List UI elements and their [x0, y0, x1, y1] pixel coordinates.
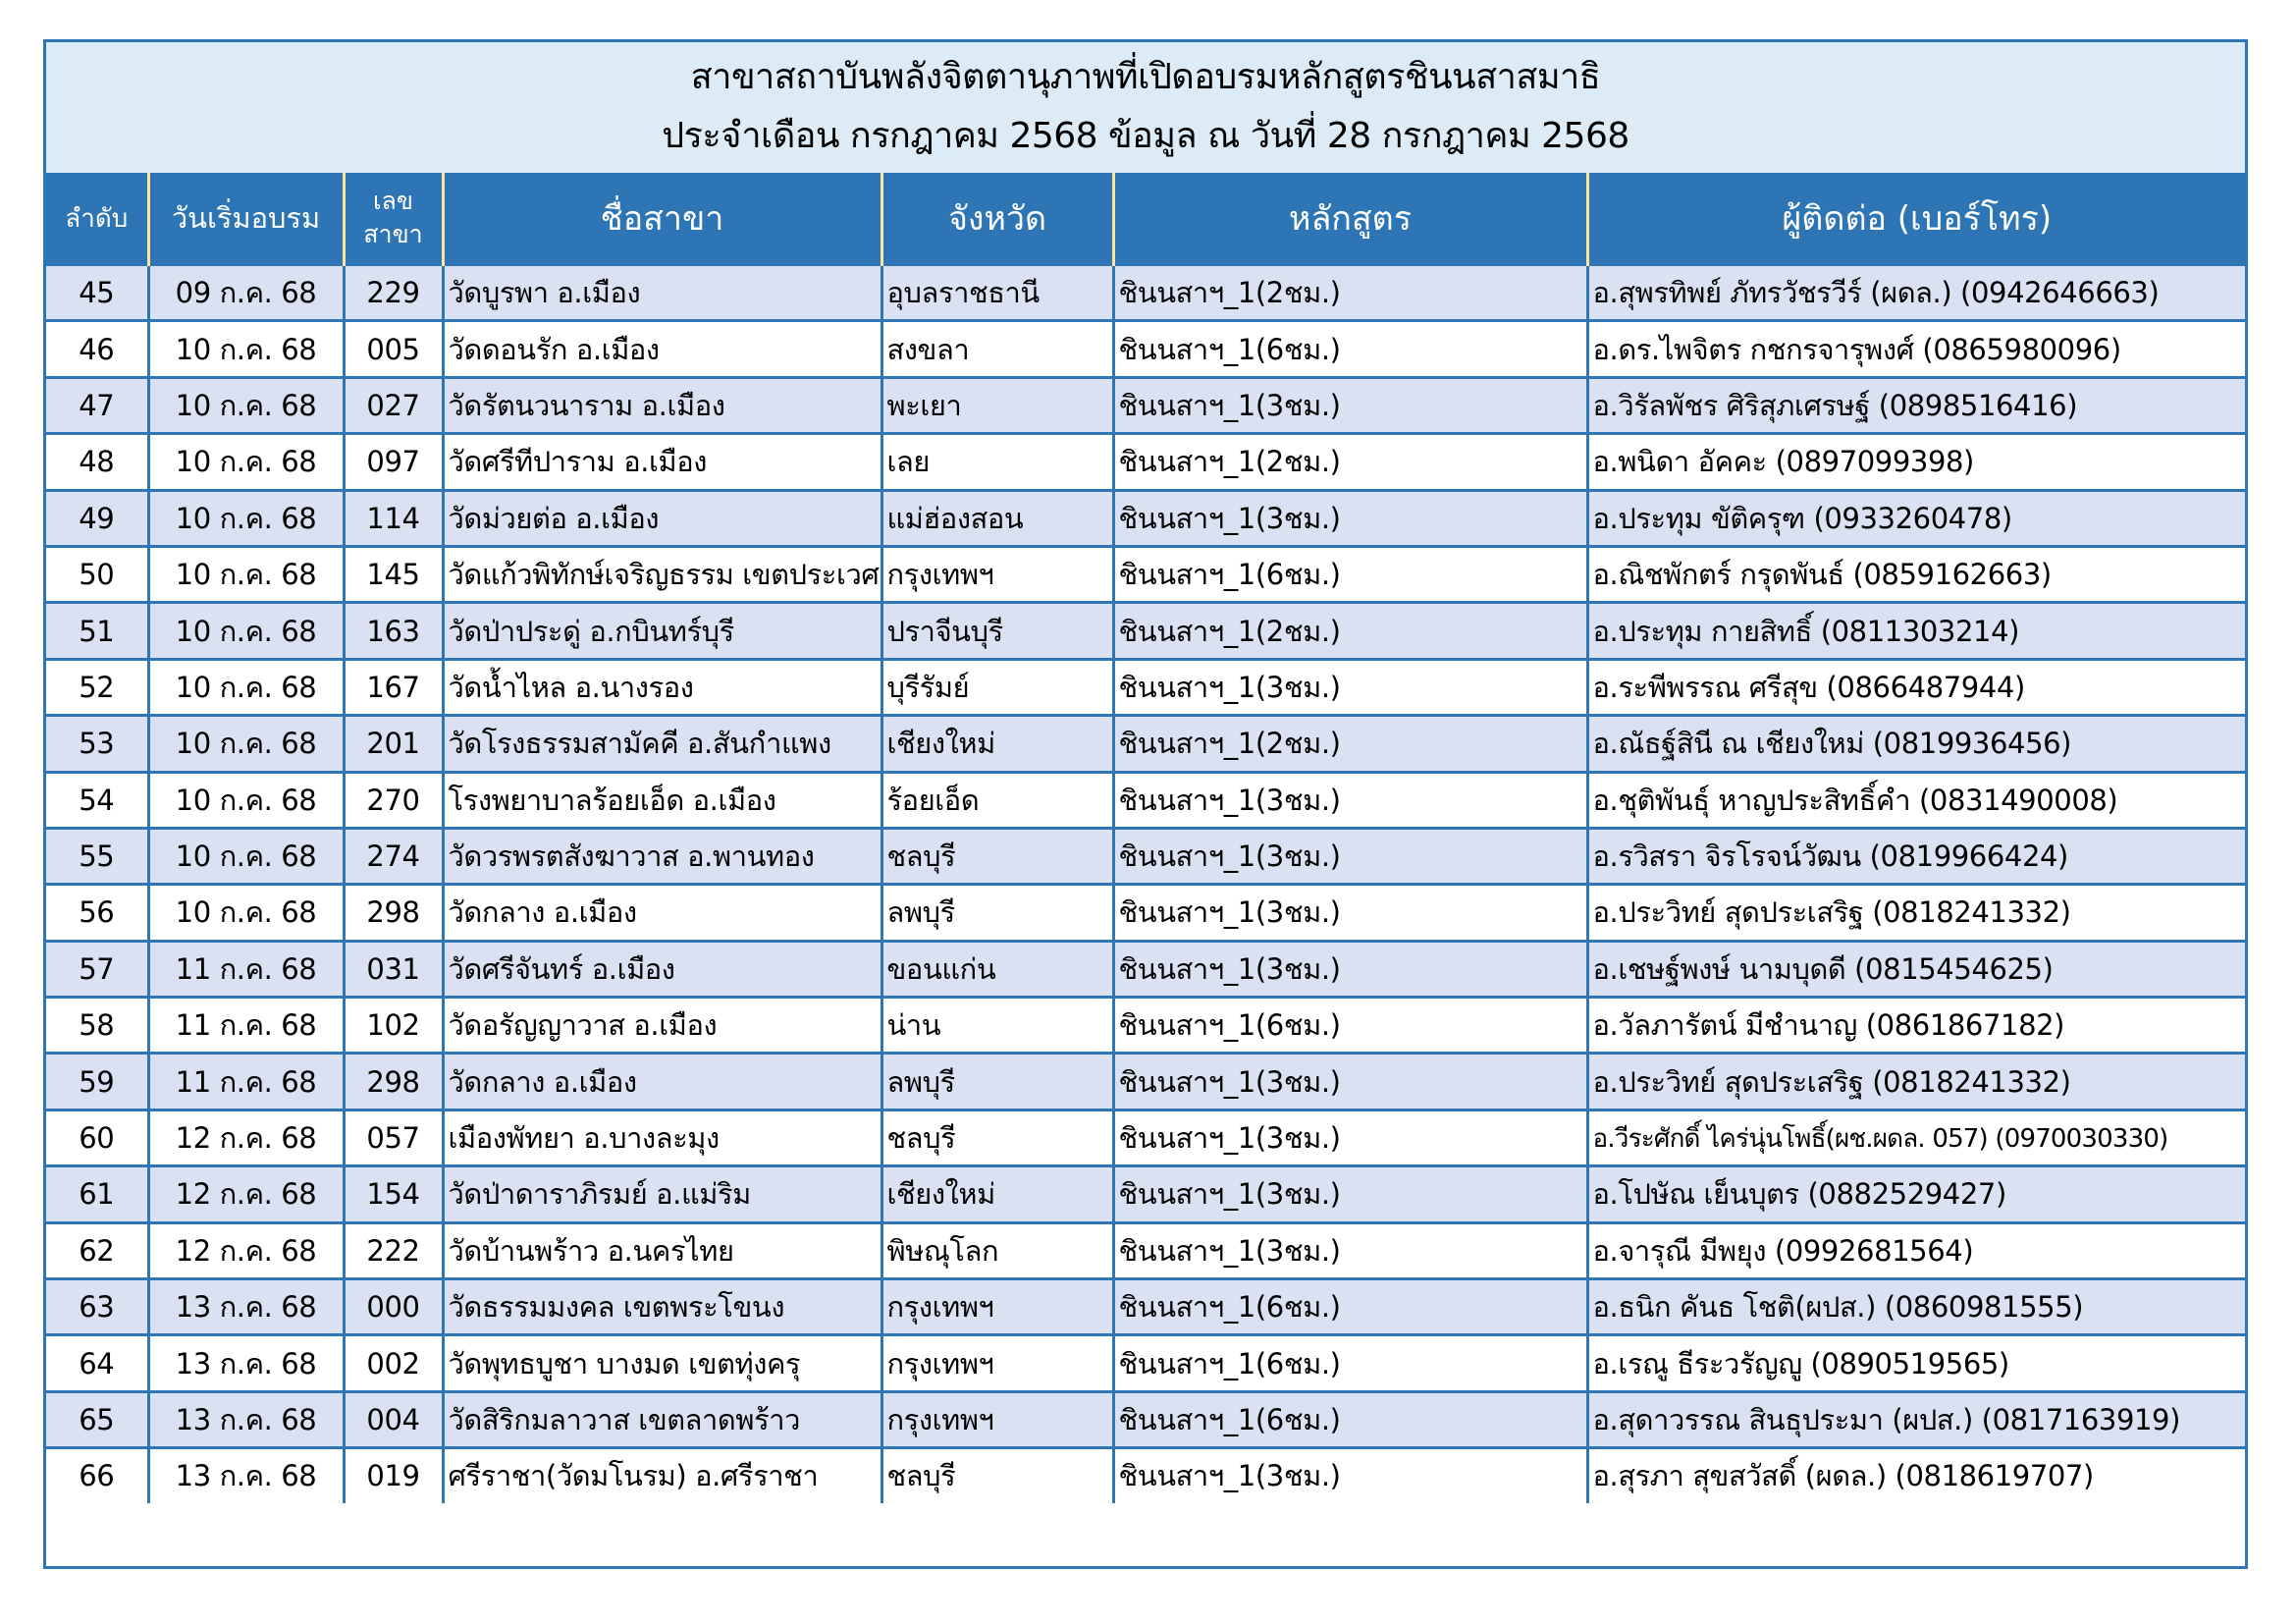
cell-contact: อ.ประทุม ขัติครุฑ (0933260478) [1587, 490, 2245, 546]
cell-branch-name: วัดน้ำไหล อ.นางรอง [443, 659, 881, 715]
cell-no: 51 [46, 603, 148, 659]
cell-course: ชินนสาฯ_1(6ชม.) [1113, 998, 1587, 1054]
cell-start-date: 11 ก.ค. 68 [148, 941, 344, 997]
table-row [46, 885, 2245, 941]
cell-province: อุบลราชธานี [881, 265, 1113, 321]
cell-no: 57 [46, 941, 148, 997]
cell-contact: อ.พนิดา อัคคะ (0897099398) [1587, 434, 2245, 490]
cell-branch-name: ศรีราชา(วัดมโนรม) อ.ศรีราชา [443, 1448, 881, 1503]
column-header-contact: ผู้ติดต่อ (เบอร์โทร) [1587, 173, 2245, 265]
cell-province: น่าน [881, 998, 1113, 1054]
cell-contact: อ.วัลภารัตน์ มีชำนาญ (0861867182) [1587, 998, 2245, 1054]
cell-start-date: 09 ก.ค. 68 [148, 265, 344, 321]
schedule-table [46, 173, 2245, 1503]
cell-branch-no: 002 [344, 1335, 443, 1391]
cell-branch-name: วัดดอนรัก อ.เมือง [443, 321, 881, 377]
cell-branch-no: 298 [344, 1054, 443, 1110]
cell-contact: อ.ประวิทย์ สุดประเสริฐ (0818241332) [1587, 885, 2245, 941]
cell-start-date: 13 ก.ค. 68 [148, 1279, 344, 1335]
cell-start-date: 10 ก.ค. 68 [148, 772, 344, 828]
cell-course: ชินนสาฯ_1(3ชม.) [1113, 490, 1587, 546]
cell-province: บุรีรัมย์ [881, 659, 1113, 715]
cell-start-date: 11 ก.ค. 68 [148, 998, 344, 1054]
cell-course: ชินนสาฯ_1(6ชม.) [1113, 546, 1587, 602]
cell-branch-no: 229 [344, 265, 443, 321]
cell-no: 56 [46, 885, 148, 941]
cell-course: ชินนสาฯ_1(3ชม.) [1113, 885, 1587, 941]
cell-branch-name: วัดศรีทีปาราม อ.เมือง [443, 434, 881, 490]
cell-province: ชลบุรี [881, 1110, 1113, 1165]
cell-branch-name: โรงพยาบาลร้อยเอ็ด อ.เมือง [443, 772, 881, 828]
table-row [46, 828, 2245, 884]
cell-no: 49 [46, 490, 148, 546]
table-row [46, 1279, 2245, 1335]
cell-course: ชินนสาฯ_1(2ชม.) [1113, 434, 1587, 490]
cell-start-date: 13 ก.ค. 68 [148, 1335, 344, 1391]
cell-branch-no: 019 [344, 1448, 443, 1503]
cell-branch-no: 222 [344, 1222, 443, 1278]
cell-contact: อ.ธนิก คันธ โชติ(ผปส.) (0860981555) [1587, 1279, 2245, 1335]
table-row [46, 434, 2245, 490]
cell-province: ชลบุรี [881, 828, 1113, 884]
cell-contact: อ.โปษัณ เย็นบุตร (0882529427) [1587, 1166, 2245, 1222]
cell-start-date: 13 ก.ค. 68 [148, 1448, 344, 1503]
cell-province: พะเยา [881, 377, 1113, 433]
cell-branch-no: 145 [344, 546, 443, 602]
table-row [46, 1166, 2245, 1222]
cell-branch-name: วัดรัตนวนาราม อ.เมือง [443, 377, 881, 433]
cell-branch-no: 004 [344, 1391, 443, 1447]
cell-contact: อ.เชษฐ์พงษ์ นามบุดดี (0815454625) [1587, 941, 2245, 997]
column-header-branch-no [344, 173, 443, 265]
cell-no: 66 [46, 1448, 148, 1503]
cell-branch-name: วัดธรรมมงคล เขตพระโขนง [443, 1279, 881, 1335]
cell-course: ชินนสาฯ_1(3ชม.) [1113, 1110, 1587, 1165]
table-row [46, 1448, 2245, 1503]
cell-province: กรุงเทพฯ [881, 1391, 1113, 1447]
cell-branch-no: 114 [344, 490, 443, 546]
cell-course: ชินนสาฯ_1(6ชม.) [1113, 1335, 1587, 1391]
cell-branch-name: วัดโรงธรรมสามัคคี อ.สันกำแพง [443, 716, 881, 772]
cell-start-date: 10 ก.ค. 68 [148, 546, 344, 602]
cell-branch-no: 298 [344, 885, 443, 941]
cell-branch-name: วัดแก้วพิทักษ์เจริญธรรม เขตประเวศ [443, 546, 881, 602]
cell-branch-name: วัดสิริกมลาวาส เขตลาดพร้าว [443, 1391, 881, 1447]
column-header-no: ลำดับ [46, 173, 148, 265]
cell-start-date: 10 ก.ค. 68 [148, 885, 344, 941]
cell-course: ชินนสาฯ_1(3ชม.) [1113, 1054, 1587, 1110]
cell-start-date: 10 ก.ค. 68 [148, 603, 344, 659]
cell-branch-name: วัดวรพรตสังฆาวาส อ.พานทอง [443, 828, 881, 884]
page-title: สาขาสถาบันพลังจิตตานุภาพที่เปิดอบรมหลักสูตรชินนสาสมาธิ [690, 57, 1601, 97]
cell-course: ชินนสาฯ_1(3ชม.) [1113, 377, 1587, 433]
table-row [46, 603, 2245, 659]
cell-branch-name: วัดบูรพา อ.เมือง [443, 265, 881, 321]
cell-branch-no: 031 [344, 941, 443, 997]
cell-contact: อ.ดร.ไพจิตร กชกรจารุพงศ์ (0865980096) [1587, 321, 2245, 377]
cell-start-date: 10 ก.ค. 68 [148, 377, 344, 433]
cell-no: 62 [46, 1222, 148, 1278]
cell-no: 50 [46, 546, 148, 602]
cell-contact: อ.ชุติพันธุ์ หาญประสิทธิ์คำ (0831490008) [1587, 772, 2245, 828]
cell-province: ชลบุรี [881, 1448, 1113, 1503]
cell-contact: อ.ประวิทย์ สุดประเสริฐ (0818241332) [1587, 1054, 2245, 1110]
table-header-row [46, 173, 2245, 265]
cell-start-date: 10 ก.ค. 68 [148, 828, 344, 884]
cell-no: 46 [46, 321, 148, 377]
cell-branch-name: วัดม่วยต่อ อ.เมือง [443, 490, 881, 546]
table-row [46, 1222, 2245, 1278]
cell-branch-name: วัดศรีจันทร์ อ.เมือง [443, 941, 881, 997]
branch-schedule-sheet [43, 39, 2248, 1569]
cell-start-date: 10 ก.ค. 68 [148, 716, 344, 772]
cell-no: 52 [46, 659, 148, 715]
cell-contact: อ.จารุณี มีพยุง (0992681564) [1587, 1222, 2245, 1278]
cell-branch-name: วัดป่าประดู่ อ.กบินทร์บุรี [443, 603, 881, 659]
table-row [46, 490, 2245, 546]
cell-branch-name: วัดกลาง อ.เมือง [443, 1054, 881, 1110]
cell-province: ลพบุรี [881, 1054, 1113, 1110]
cell-province: ปราจีนบุรี [881, 603, 1113, 659]
cell-start-date: 12 ก.ค. 68 [148, 1110, 344, 1165]
table-row [46, 321, 2245, 377]
cell-course: ชินนสาฯ_1(2ชม.) [1113, 265, 1587, 321]
cell-start-date: 13 ก.ค. 68 [148, 1391, 344, 1447]
cell-province: เลย [881, 434, 1113, 490]
cell-course: ชินนสาฯ_1(2ชม.) [1113, 603, 1587, 659]
cell-course: ชินนสาฯ_1(6ชม.) [1113, 1279, 1587, 1335]
cell-contact: อ.วีระศักดิ์ ไคร่นุ่นโพธิ์(ผช.ผดล. 057) (0970030330) [1587, 1110, 2245, 1165]
cell-branch-name: วัดอรัญญาวาส อ.เมือง [443, 998, 881, 1054]
cell-start-date: 10 ก.ค. 68 [148, 321, 344, 377]
cell-course: ชินนสาฯ_1(3ชม.) [1113, 941, 1587, 997]
cell-branch-name: วัดกลาง อ.เมือง [443, 885, 881, 941]
title-block [46, 42, 2245, 173]
cell-province: เชียงใหม่ [881, 716, 1113, 772]
cell-no: 64 [46, 1335, 148, 1391]
cell-start-date: 10 ก.ค. 68 [148, 659, 344, 715]
cell-province: กรุงเทพฯ [881, 1335, 1113, 1391]
cell-no: 59 [46, 1054, 148, 1110]
column-header-start-date: วันเริ่มอบรม [148, 173, 344, 265]
column-header-branch-name: ชื่อสาขา [443, 173, 881, 265]
column-header-course: หลักสูตร [1113, 173, 1587, 265]
cell-no: 45 [46, 265, 148, 321]
table-row [46, 941, 2245, 997]
cell-contact: อ.ประทุม กายสิทธิ์ (0811303214) [1587, 603, 2245, 659]
cell-no: 47 [46, 377, 148, 433]
cell-branch-no: 027 [344, 377, 443, 433]
cell-branch-name: วัดบ้านพร้าว อ.นครไทย [443, 1222, 881, 1278]
cell-no: 48 [46, 434, 148, 490]
cell-no: 65 [46, 1391, 148, 1447]
cell-branch-no: 000 [344, 1279, 443, 1335]
cell-province: กรุงเทพฯ [881, 1279, 1113, 1335]
cell-no: 60 [46, 1110, 148, 1165]
cell-course: ชินนสาฯ_1(2ชม.) [1113, 716, 1587, 772]
table-row [46, 1110, 2245, 1165]
cell-contact: อ.ระพีพรรณ ศรีสุข (0866487944) [1587, 659, 2245, 715]
cell-branch-no: 102 [344, 998, 443, 1054]
cell-branch-no: 201 [344, 716, 443, 772]
cell-branch-no: 097 [344, 434, 443, 490]
cell-no: 54 [46, 772, 148, 828]
cell-course: ชินนสาฯ_1(3ชม.) [1113, 659, 1587, 715]
table-row [46, 998, 2245, 1054]
table-body [46, 265, 2245, 1503]
cell-contact: อ.รวิสรา จิรโรจน์วัฒน (0819966424) [1587, 828, 2245, 884]
cell-province: ลพบุรี [881, 885, 1113, 941]
column-header-province: จังหวัด [881, 173, 1113, 265]
table-row [46, 772, 2245, 828]
table-row [46, 377, 2245, 433]
cell-province: ขอนแก่น [881, 941, 1113, 997]
cell-province: สงขลา [881, 321, 1113, 377]
cell-start-date: 11 ก.ค. 68 [148, 1054, 344, 1110]
cell-contact: อ.ณัธฐ์สินี ณ เชียงใหม่ (0819936456) [1587, 716, 2245, 772]
table-row [46, 659, 2245, 715]
cell-course: ชินนสาฯ_1(3ชม.) [1113, 1448, 1587, 1503]
table-row [46, 1054, 2245, 1110]
cell-contact: อ.สุดาวรรณ สินธุประมา (ผปส.) (0817163919) [1587, 1391, 2245, 1447]
cell-province: พิษณุโลก [881, 1222, 1113, 1278]
cell-contact: อ.วิรัลพัชร ศิริสุภเศรษฐ์ (0898516416) [1587, 377, 2245, 433]
cell-start-date: 10 ก.ค. 68 [148, 434, 344, 490]
cell-contact: อ.สุพรทิพย์ ภัทรวัชรวีร์ (ผดล.) (0942646663) [1587, 265, 2245, 321]
cell-course: ชินนสาฯ_1(3ชม.) [1113, 828, 1587, 884]
cell-contact: อ.ณิชพักตร์ กรุดพันธ์ (0859162663) [1587, 546, 2245, 602]
cell-branch-no: 167 [344, 659, 443, 715]
table-row [46, 1391, 2245, 1447]
column-header-branch-no-line1: เลข [373, 187, 413, 215]
cell-start-date: 12 ก.ค. 68 [148, 1166, 344, 1222]
cell-contact: อ.สุรภา สุขสวัสดิ์ (ผดล.) (0818619707) [1587, 1448, 2245, 1503]
cell-province: แม่ฮ่องสอน [881, 490, 1113, 546]
cell-course: ชินนสาฯ_1(6ชม.) [1113, 1391, 1587, 1447]
cell-branch-name: วัดป่าดาราภิรมย์ อ.แม่ริม [443, 1166, 881, 1222]
cell-branch-name: เมืองพัทยา อ.บางละมุง [443, 1110, 881, 1165]
cell-start-date: 12 ก.ค. 68 [148, 1222, 344, 1278]
table-row [46, 546, 2245, 602]
cell-province: เชียงใหม่ [881, 1166, 1113, 1222]
cell-branch-no: 163 [344, 603, 443, 659]
cell-branch-no: 057 [344, 1110, 443, 1165]
table-row [46, 265, 2245, 321]
cell-no: 53 [46, 716, 148, 772]
cell-branch-no: 154 [344, 1166, 443, 1222]
cell-branch-name: วัดพุทธบูชา บางมด เขตทุ่งครุ [443, 1335, 881, 1391]
cell-contact: อ.เรณู ธีระวรัญญู (0890519565) [1587, 1335, 2245, 1391]
table-row [46, 716, 2245, 772]
cell-branch-no: 005 [344, 321, 443, 377]
cell-province: ร้อยเอ็ด [881, 772, 1113, 828]
cell-start-date: 10 ก.ค. 68 [148, 490, 344, 546]
cell-course: ชินนสาฯ_1(6ชม.) [1113, 321, 1587, 377]
cell-no: 58 [46, 998, 148, 1054]
cell-no: 55 [46, 828, 148, 884]
cell-no: 63 [46, 1279, 148, 1335]
cell-branch-no: 274 [344, 828, 443, 884]
cell-no: 61 [46, 1166, 148, 1222]
cell-course: ชินนสาฯ_1(3ชม.) [1113, 772, 1587, 828]
cell-course: ชินนสาฯ_1(3ชม.) [1113, 1222, 1587, 1278]
page-subtitle: ประจำเดือน กรกฎาคม 2568 ข้อมูล ณ วันที่ 28 กรกฎาคม 2568 [662, 116, 1629, 156]
table-row [46, 1335, 2245, 1391]
column-header-branch-no-line2: สาขา [363, 220, 423, 248]
cell-course: ชินนสาฯ_1(3ชม.) [1113, 1166, 1587, 1222]
cell-province: กรุงเทพฯ [881, 546, 1113, 602]
cell-branch-no: 270 [344, 772, 443, 828]
